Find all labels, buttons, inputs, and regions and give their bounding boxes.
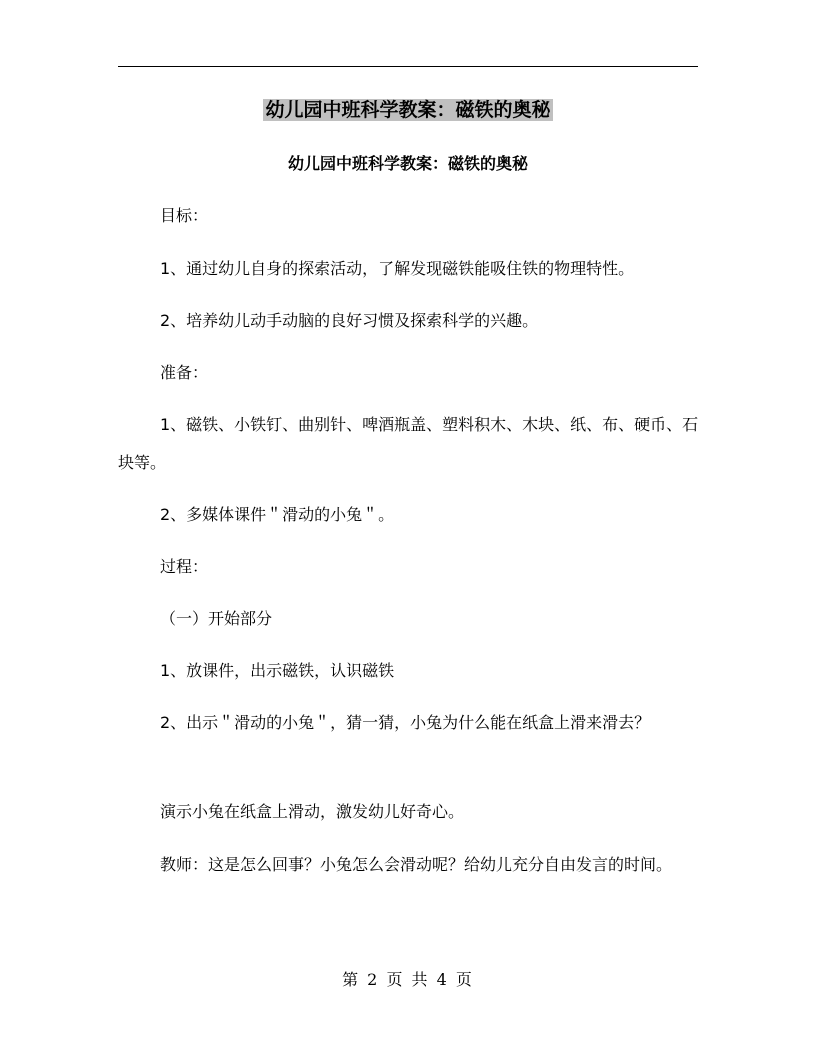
paragraph-demo: 演示小兔在纸盒上滑动，激发幼儿好奇心。 — [160, 802, 465, 821]
document-title-text: 幼儿园中班科学教案：磁铁的奥秘 — [265, 99, 551, 121]
paragraph-prep-heading: 准备： — [160, 363, 209, 382]
paragraph-teacher: 教师：这是怎么回事？小兔怎么会滑动呢？给幼儿充分自由发言的时间。 — [160, 855, 673, 874]
paragraph-prep-2: 2、多媒体课件＂滑动的小兔＂。 — [160, 505, 395, 524]
paragraph-step-2: 2、出示＂滑动的小兔＂，猜一猜，小兔为什么能在纸盒上滑来滑去？ — [160, 713, 651, 732]
paragraph-prep-1: 1、磁铁、小铁钉、曲别针、啤酒瓶盖、塑料积木、木块、纸、布、硬币、石块等。 — [118, 415, 699, 472]
paragraph-goal-heading: 目标： — [160, 206, 209, 225]
document-title — [0, 96, 816, 124]
paragraph-goal-2: 2、培养幼儿动手动脑的良好习惯及探索科学的兴趣。 — [160, 311, 539, 330]
paragraph-goal-1: 1、通过幼儿自身的探索活动，了解发现磁铁能吸住铁的物理特性。 — [160, 259, 635, 278]
paragraph-section-start: （一）开始部分 — [160, 609, 273, 628]
page-number-footer: 第 2 页 共 4 页 — [342, 970, 474, 989]
paragraph-step-1: 1、放课件，出示磁铁，认识磁铁 — [160, 661, 395, 680]
header-rule — [118, 66, 698, 67]
document-subtitle: 幼儿园中班科学教案：磁铁的奥秘 — [287, 154, 528, 173]
paragraph-process-heading: 过程： — [160, 557, 209, 576]
